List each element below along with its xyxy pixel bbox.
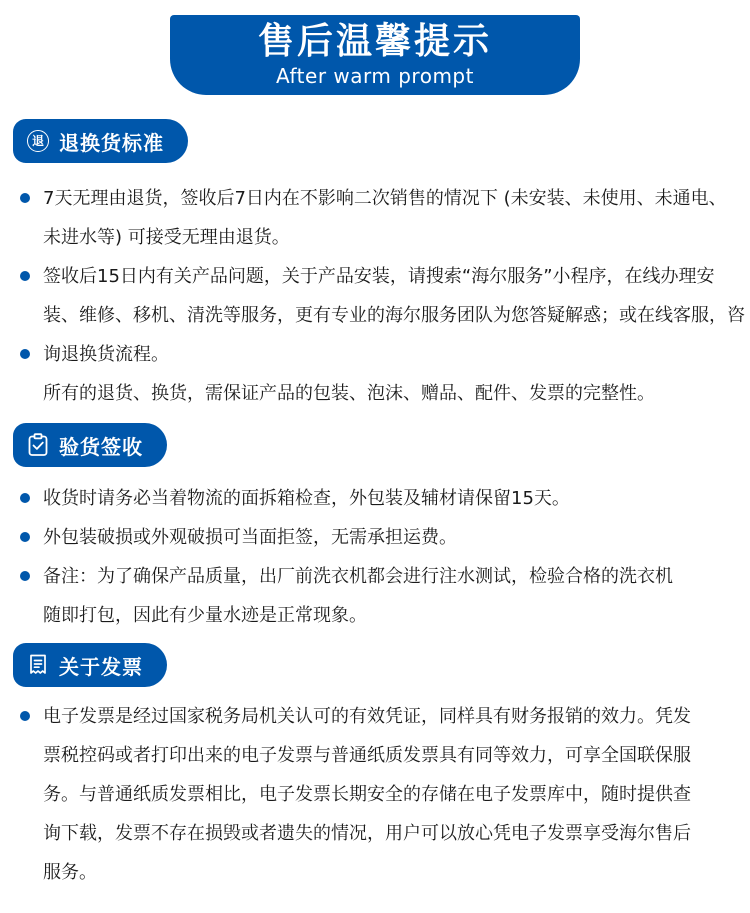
bullet-dot [20, 571, 30, 581]
section-title: 验货签收 [59, 434, 143, 459]
clipboard-check-icon [26, 433, 50, 457]
bullet-dot [20, 493, 30, 503]
text-line: 收货时请务必当着物流的面拆箱检查，外包装及辅材请保留15天。 [43, 488, 570, 509]
section-title: 关于发票 [59, 654, 143, 679]
list-item [0, 374, 750, 413]
text-line: 所有的退货、换货，需保证产品的包装、泡沫、赠品、配件、发票的完整性。 [43, 383, 655, 404]
text-line: 询下载，发票不存在损毁或者遗失的情况，用户可以放心凭电子发票享受海尔售后 [43, 823, 691, 844]
text-line: 务。与普通纸质发票相比，电子发票长期安全的存储在电子发票库中，随时提供查 [43, 784, 691, 805]
bullet-dot [20, 349, 30, 359]
bullet-dot [20, 532, 30, 542]
inspection-list [0, 479, 750, 635]
text-line: 备注：为了确保产品质量，出厂前洗衣机都会进行注水测试，检验合格的洗衣机 [43, 566, 673, 587]
bullet-dot [20, 271, 30, 281]
text-line: 未进水等) 可接受无理由退货。 [43, 227, 290, 248]
list-item [0, 257, 750, 335]
invoice-list [0, 697, 750, 892]
list-item [0, 335, 750, 374]
list-item [0, 479, 750, 518]
section-about-invoice [0, 635, 750, 892]
bullet-dot [20, 711, 30, 721]
header-banner [170, 15, 580, 95]
text-line: 装、维修、移机、清洗等服务，更有专业的海尔服务团队为您答疑解惑；或在线客服，咨 [43, 305, 745, 326]
list-item [0, 518, 750, 557]
text-line: 电子发票是经过国家税务局机关认可的有效凭证，同样具有财务报销的效力。凭发 [43, 706, 691, 727]
text-line: 签收后15日内有关产品问题，关于产品安装，请搜索“海尔服务”小程序，在线办理安 [43, 266, 715, 287]
receipt-icon [26, 653, 50, 677]
page-title: 售后温馨提示 [257, 20, 492, 62]
return-standards-list [0, 179, 750, 413]
text-line: 服务。 [43, 862, 97, 883]
section-badge-invoice [13, 643, 167, 687]
list-item [0, 557, 750, 635]
text-line: 询退换货流程。 [43, 344, 169, 365]
list-item [0, 179, 750, 257]
section-badge-return-standards [13, 119, 188, 163]
text-line: 7天无理由退货，签收后7日内在不影响二次销售的情况下 (未安装、未使用、未通电、 [43, 188, 727, 209]
text-line: 票税控码或者打印出来的电子发票与普通纸质发票具有同等效力，可享全国联保服 [43, 745, 691, 766]
page-subtitle: After warm prompt [276, 64, 474, 89]
section-return-standards [0, 95, 750, 413]
text-line: 随即打包，因此有少量水迹是正常现象。 [43, 605, 367, 626]
section-inspection-signoff [0, 413, 750, 635]
text-line: 外包装破损或外观破损可当面拒签，无需承担运费。 [43, 527, 457, 548]
section-badge-inspection [13, 423, 167, 467]
section-title: 退换货标准 [59, 130, 164, 155]
list-item [0, 697, 750, 892]
return-circle-icon: 退 [26, 129, 50, 153]
bullet-dot [20, 193, 30, 203]
